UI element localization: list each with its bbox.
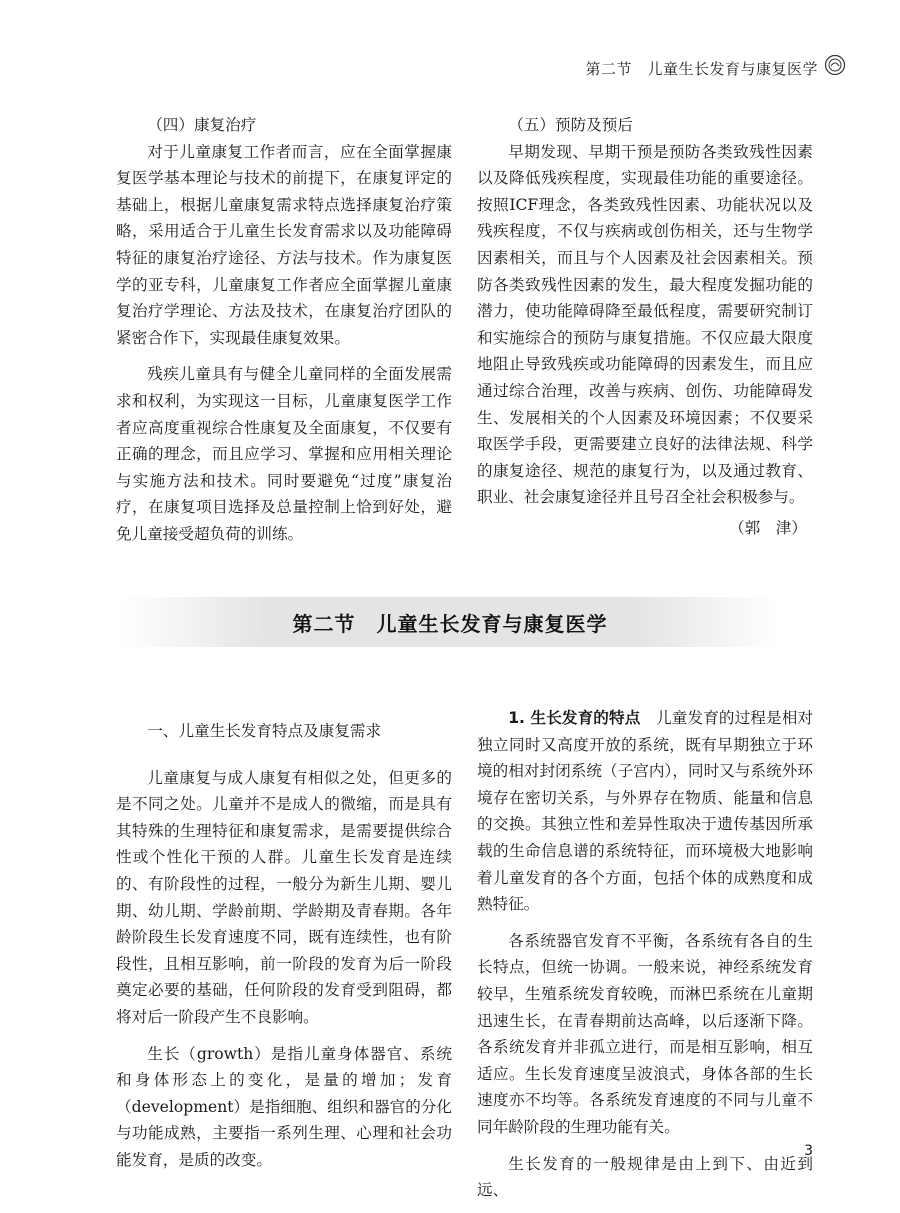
publisher-logo-icon bbox=[824, 54, 846, 76]
paragraph: 儿童康复与成人康复有相似之处，但更多的是不同之处。儿童并不是成人的微缩，而是具有其特殊的生理特征和康复需求，是需要提供综合性或个性化干预的人群。儿童生长发育是连续的、有阶段性的过程，一般分为新生儿期、婴儿期、幼儿期、学龄前期、学龄期及青春期。各年龄阶段生长发育速度不同，既有连续性，也有阶段性，且相互影响，前一阶段的发育为后一阶段奠定必要的基础，任何阶段的发育受到阻碍，都将对后一阶段产生不良影响。 bbox=[116, 768, 452, 1026]
lead-title: 1. 生长发育的特点 bbox=[508, 709, 641, 727]
section-title: 第二节 儿童生长发育与康复医学 bbox=[292, 611, 608, 636]
paragraph: 各系统器官发育不平衡，各系统有各自的生长特点，但统一协调。一般来说，神经系统发育较早，生殖系统发育较晚，而淋巴系统在儿童期迅速生长，在青春期前达高峰，以后逐渐下降。各系统发育并非孤立进行，而是相互影响，相互适应。生长发育速度呈波浪式，身体各部的生长速度亦不均等。各系统发育速度的不同与儿童不同年龄阶段的生理功能有关。 bbox=[477, 931, 813, 1136]
column-bottom-left bbox=[116, 718, 452, 1174]
page-number: 3 bbox=[804, 1143, 813, 1159]
paragraph: 残疾儿童具有与健全儿童同样的全面发展需求和权利，为实现这一目标，儿童康复医学工作者应高度重视综合性康复及全面康复，不仅要有正确的理念，而且应学习、掌握和应用相关理论与实施方法和技术。同时要避免“过度”康复治疗，在康复项目选择及总量控制上恰到好处，避免儿童接受超负荷的训练。 bbox=[116, 365, 452, 543]
paragraph: 生长发育的一般规律是由上到下、由近到远、 bbox=[477, 1154, 813, 1200]
column-top-left bbox=[116, 112, 452, 548]
section-title-band bbox=[120, 597, 780, 647]
paragraph: 生长（growth）是指儿童身体器官、系统和身体形态上的变化，是量的增加；发育（development）是指细胞、组织和器官的分化与功能成熟，主要指一系列生理、心理和社会功能发育，是质的改变。 bbox=[116, 1044, 452, 1169]
author-attribution: （郭 津） bbox=[729, 518, 807, 537]
subheading-rehab-treatment: （四）康复治疗 bbox=[147, 116, 257, 134]
paragraph: 对于儿童康复工作者而言，应在全面掌握康复医学基本理论与技术的前提下，在康复评定的基础上，根据儿童康复需求特点选择康复治疗策略，采用适合于儿童生长发育需求以及功能障碍特征的康复治疗途径、方法与技术。作为康复医学的亚专科，儿童康复工作者应全面掌握儿童康复治疗学理论、方法及技术，在康复治疗团队的紧密合作下，实现最佳康复效果。 bbox=[116, 142, 452, 347]
paragraph: 早期发现、早期干预是预防各类致残性因素以及降低残疾程度，实现最佳功能的重要途径。按照ICF理念，各类致残性因素、功能状况以及残疾程度，不仅与疾病或创伤相关，还与生物学因素相关，而且与个人因素及社会因素相关。预防各类致残性因素的发生，最大程度发掘功能的潜力，使功能障碍降至最低程度，需要研究制订和实施综合的预防与康复措施。不仅应最大限度地阻止导致残疾或功能障碍的因素发生，而且应通过综合治理，改善与疾病、创伤、功能障碍发生、发展相关的个人因素及环境因素；不仅要采取医学手段，更需要建立良好的法律法规、科学的康复途径、规范的康复行为，以及通过教育、职业、社会康复途径并且号召全社会积极参与。 bbox=[477, 142, 813, 507]
subheading-growth-characteristics: 一、儿童生长发育特点及康复需求 bbox=[147, 722, 382, 740]
column-bottom-right bbox=[477, 705, 813, 1204]
column-top-right bbox=[477, 112, 813, 542]
running-head: 第二节 儿童生长发育与康复医学 bbox=[585, 60, 818, 78]
lead-text: 儿童发育的过程是相对独立同时又高度开放的系统，既有早期独立于环境的相对封闭系统（子宫内），同时又与系统外环境存在密切关系，与外界存在物质、能量和信息的交换。其独立性和差异性取决于遗传基因所承载的生命信息谱的系统特征，而环境极大地影响着儿童发育的各个方面，包括个体的成熟度和成熟特征。 bbox=[477, 709, 813, 914]
subheading-prevention-prognosis: （五）预防及预后 bbox=[508, 116, 633, 134]
paragraph-lead bbox=[477, 705, 813, 918]
